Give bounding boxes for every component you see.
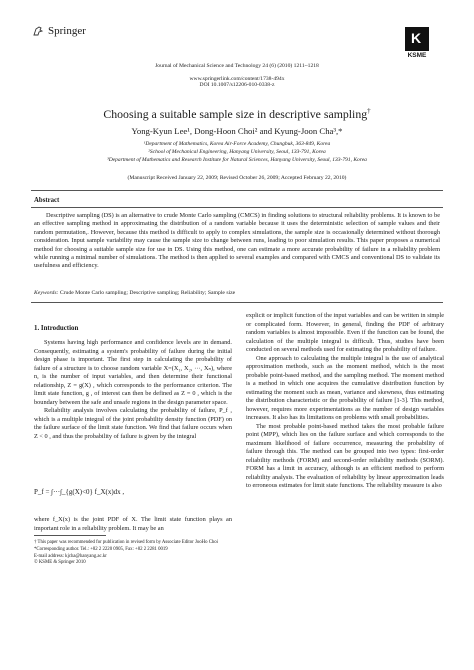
abstract-bottom-rule	[31, 302, 443, 303]
abstract-heading-rule	[31, 207, 443, 208]
abstract-heading: Abstract	[34, 197, 60, 204]
article-authors: Yong-Kyun Lee¹, Dong-Hoon Choi² and Kyung-Joon Cha³,*	[131, 126, 343, 136]
keywords-label: Keywords:	[34, 290, 59, 296]
affiliation-2: ²School of Mechanical Engineering, Hanyang University, Seoul, 133-791, Korea	[148, 149, 326, 156]
affiliation-1: ¹Department of Mathematics, Korea Air-Force Academy, Chungbuk, 363-849, Korea	[143, 141, 331, 147]
keywords-list: Crude Monte Carlo sampling; Descriptive sampling; Reliability; Sample size	[59, 290, 236, 296]
affiliation-3: ³Department of Mathematics and Research Institute for Natural Sciences, Hanyang University, Seoul, 133-791, Korea	[107, 157, 367, 164]
footnote-recommendation: † This paper was recommended for publication in revised form by Associate Editor JooHo Choi	[34, 540, 219, 545]
section-heading-introduction: 1. Introduction	[34, 325, 79, 332]
article-title: Choosing a suitable sample size in descriptive sampling†	[103, 107, 371, 121]
left-column	[34, 339, 232, 441]
ksme-label: KSME	[407, 52, 427, 59]
col2-paragraph-3: The most probable point-based method takes the most probable failure point (MPP), which lies on the failure surface and which corresponds to the maximum likelihood of failure occurrence, measuring the probability of failure through this. The method can be grouped into two types: first-order reliability methods (FORM) and second-order reliability methods (SORM). FORM has a limit in accuracy, although is an efficient method to perform reliability analysis. The evaluation of reliability by linear approximation leads to erroneous estimates for limit state functions. The reliability measure is also	[246, 422, 444, 489]
keywords	[34, 290, 440, 296]
footnotes	[34, 540, 232, 567]
right-column	[246, 312, 444, 491]
intro-paragraph-2: Reliability analysis involves calculating the probability of failure, P_f , which is a multiple integral of the joint probability density function (PDF) on the failure surface of the limit state function. We find that failure occurs when Z < 0 , and thus the probability of failure is given by the integral	[34, 407, 232, 440]
ksme-emblem-icon: K	[405, 27, 429, 51]
footnote-corresponding: *Corresponding author. Tel.: +82 2 2220 0905, Fax: +82 2 2281 0019	[34, 546, 168, 552]
abstract-top-rule	[31, 190, 443, 191]
springer-horse-icon	[32, 25, 44, 37]
journal-doi: DOI 10.1007/s12206-010-0338-z	[199, 82, 275, 88]
intro-paragraph-3: where f_X(x) is the joint PDF of X. The limit state function plays an important role in a reliability problem. It may be an	[34, 516, 232, 532]
journal-url: www.springerlink.com/content/1738-494x	[189, 75, 285, 82]
intro-paragraph-1: Systems having high performance and confidence levels are in demand. Consequently, estimating a system's probability of failure during the initial design phase is important. The first step in calculating the probability of failure of a structure is to choose random variable X=(X₁, X₂, ···, Xₙ), where n, is the number of input variables, and then determine their functional relationship, Z = g(X) , which corresponds to the performance criterion. The limit state function, g , of interest can then be defined as Z = 0 , which is the boundary between the safe and unsafe regions in the design parameter space.	[34, 339, 232, 406]
abstract-body: Descriptive sampling (DS) is an alternative to crude Monte Carlo sampling (CMCS) in finding solutions to structural reliability problems. It is known to be an effective sampling method in approximating the distribution of a random variable because it uses the deterministic selection of sample values and their random permutation,. However, because this method is difficult to apply to complex simulations, the sample size is occasionally determined without thorough consideration. Input sample variability may cause the sample size to change between runs, leading to poor simulation results. This paper proposes a numerical method for choosing a suitable sample size for use in DS. Using this method, one can estimate a more accurate probability of failure in a reliability problem while running a minimal number of simulations. The method is then applied to several examples and compared with CMCS and conventional DS to validate its usefulness and efficiency.	[34, 212, 440, 270]
author-affiliations	[0, 140, 474, 165]
footnote-rule	[34, 535, 106, 536]
failure-probability-equation: P_f = ∫···∫_{g(X)<0} f_X(x)dx ,	[34, 488, 125, 496]
footnote-copyright: © KSME & Springer 2010	[34, 560, 86, 566]
footnote-email: E-mail address: kjcha@hanyang.ac.kr	[34, 553, 107, 559]
journal-citation: Journal of Mechanical Science and Technology 24 (6) (2010) 1211~1218	[155, 63, 319, 69]
springer-logo	[32, 25, 86, 37]
manuscript-dates: (Manuscript Received January 22, 2009; Revised October 26, 2009; Accepted February 22, 2010)	[127, 175, 347, 181]
journal-info	[0, 63, 474, 89]
publisher-name: Springer	[48, 25, 86, 37]
ksme-logo	[403, 27, 431, 59]
col2-paragraph-1: explicit or implicit function of the input variables and can be written in simple or complicated form. However, in general, finding the PDF of arbitrary random variables is almost impossible. Even if the function can be found, the calculation of the multiple integral is difficult. Thus, studies have been conducted on several methods used for estimating the probability of failure.	[246, 312, 444, 353]
col2-paragraph-2: One approach to calculating the multiple integral is the use of analytical approximation methods, such as the moment method, which is the most probable point-based method, and the sampling method. The moment method is a method in which one acquires the cumulative distribution function by estimating the moment such as mean, variance and skewness, thus estimating the distribution characteristic or the probability of failure [1-3]. This method, however, requires more experimentations as the number of design variables increases. It also has its limitations on problems with small probabilities.	[246, 354, 444, 421]
